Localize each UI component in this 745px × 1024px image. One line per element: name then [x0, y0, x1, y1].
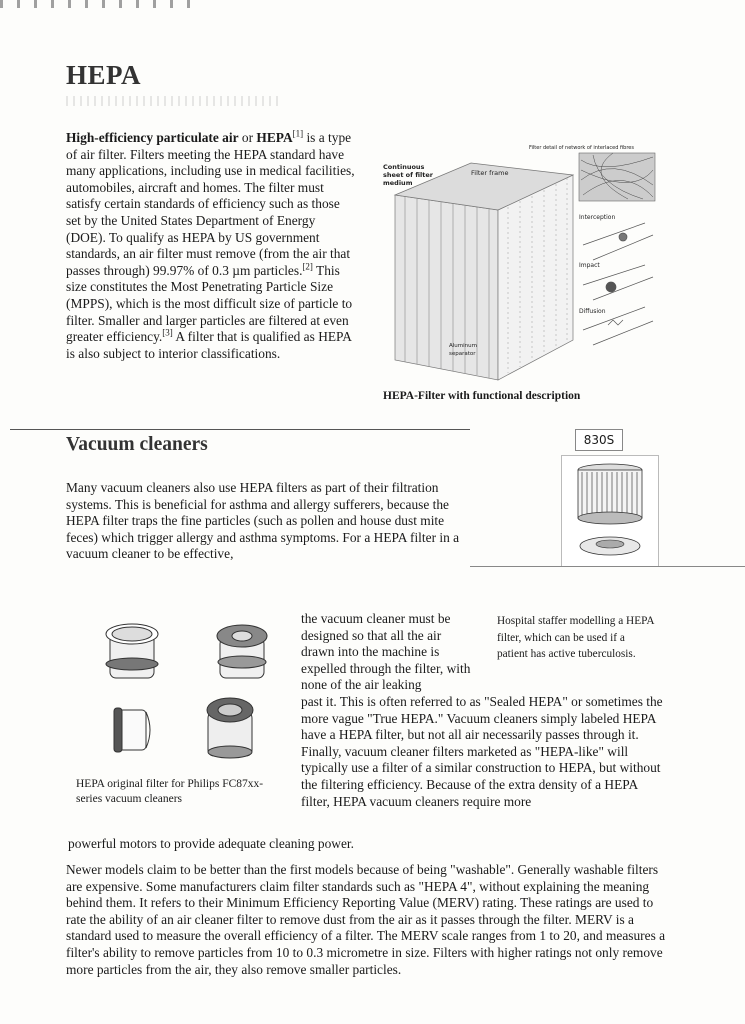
cartridge-svg	[562, 456, 658, 566]
section-title: Vacuum cleaners	[66, 434, 208, 455]
vacuum-paragraph-2	[301, 611, 663, 810]
intro-or: or	[238, 130, 257, 145]
intro-abbr: HEPA	[256, 130, 293, 145]
label-separator-2: separator	[449, 351, 476, 357]
philips-svg	[88, 612, 288, 772]
ref-2[interactable]: [2]	[302, 261, 313, 272]
filter-bottom-right	[207, 698, 253, 758]
label-sheet-1: Continuous	[383, 163, 425, 171]
scan-noise	[66, 96, 281, 106]
section-divider	[10, 429, 470, 430]
mechanism-sketches	[583, 223, 653, 345]
philips-filter-images	[88, 612, 288, 772]
hepa-diagram-svg	[383, 135, 663, 385]
page-title: HEPA	[66, 60, 141, 90]
code-label: 830S	[575, 429, 623, 451]
filter-top-left	[106, 624, 158, 678]
vacuum-paragraph-1: Many vacuum cleaners also use HEPA filters as part of their filtration systems. This is beneficial for asthma and allergy sufferers, because the HEPA filter traps the fine particles (such as pollen and house dust mite feces) which trigger allergy and asthma symptoms. For a HEPA filter in a vacuum cleaner to be effective,	[66, 480, 460, 562]
newer-models-paragraph: Newer models claim to be better than the first models because of being "washable". Generally washable filters are expensive. Some manufacturers claim filter standards such as "HEPA 4", without explaining the meaning behind them. It refers to their Minimum Efficiency Reporting Value (MERV) rating. These ratings are used to rate the ability of an air cleaner filter to remove dust from the air as it passes through the filter. MERV is a standard used to measure the overall efficiency of a filter. The MERV scale ranges from 1 to 20, and measures a filter's ability to remove particles from 10 to 0.3 micrometre in size. Filters with higher ratings not only remove more particles from the air, they also remove smaller particles.	[66, 862, 666, 977]
filter-top-right	[217, 625, 267, 678]
label-diffusion: Diffusion	[579, 308, 606, 315]
vacuum-cartridge-image	[561, 455, 659, 567]
vacuum-paragraph-2-narrow	[301, 611, 471, 694]
pleated-medium	[395, 163, 573, 380]
vacuum-paragraph-2-wide: past it. This is often referred to as "Sealed HEPA" or sometimes the more vague "True HEPA." Vacuum cleaners simply labeled HEPA have a HEPA filter, but not all air necessarily passes through it. Finally, vacuum cleaner filters marketed as "HEPA-like" will typically use a filter of a similar construction to HEPA, but without the filtering efficiency. Because of the extra density of a HEPA filter, HEPA vacuum cleaners require more	[301, 693, 663, 809]
label-frame: Filter frame	[471, 169, 509, 177]
intro-text-1: is a type of air filter. Filters meeting the HEPA standard have many applications, including use in medical facilities, automobiles, aircraft and homes. The filter must satisfy certain standards of efficiency such as those set by the United States Department of Energy (DOE). To qualify as HEPA by US government standards, an air filter must remove (from the air that passes through) 99.97% of 0.3 µm particles.	[66, 130, 355, 278]
scan-artifact	[0, 0, 200, 8]
label-separator-1: Aluminum	[449, 343, 477, 349]
intro-text-2: This size constitutes the Most Penetrating Particle Size (MPPS), which is the most difficult size of particle to filter. Smaller and larger particles are filtered at even greater efficiency.	[66, 262, 353, 345]
ref-3[interactable]: [3]	[162, 327, 173, 338]
ref-1[interactable]: [1]	[292, 128, 304, 139]
hepa-filter-diagram	[383, 135, 663, 385]
diagram-caption: HEPA-Filter with functional description	[383, 390, 581, 402]
label-sheet-2: sheet of filter	[383, 171, 434, 179]
philips-caption: HEPA original filter for Philips FC87xx-series vacuum cleaners	[76, 778, 264, 805]
label-sheet-3: medium	[383, 179, 413, 187]
intro-text-3: A filter that is qualified as HEPA is also subject to interior classifications.	[66, 329, 352, 361]
vacuum-paragraph-2-end: powerful motors to provide adequate cleaning power.	[68, 836, 354, 851]
label-top: Filter detail of network of interlaced fibres	[529, 145, 634, 151]
intro-paragraph	[66, 130, 356, 362]
label-impact: Impact	[579, 262, 600, 269]
hospital-caption: Hospital staffer modelling a HEPA filter, which can be used if a patient has active tuberculosis.	[497, 615, 654, 660]
right-divider	[470, 566, 745, 567]
label-interception: Interception	[579, 214, 616, 221]
filter-bottom-left	[114, 708, 150, 752]
intro-term: High-efficiency particulate air	[66, 130, 239, 145]
vacuum-paragraph-2-lead: the vacuum cleaner must be designed so that all the air drawn into the machine is expelled through the filter, with none of the air leaking	[301, 611, 471, 693]
